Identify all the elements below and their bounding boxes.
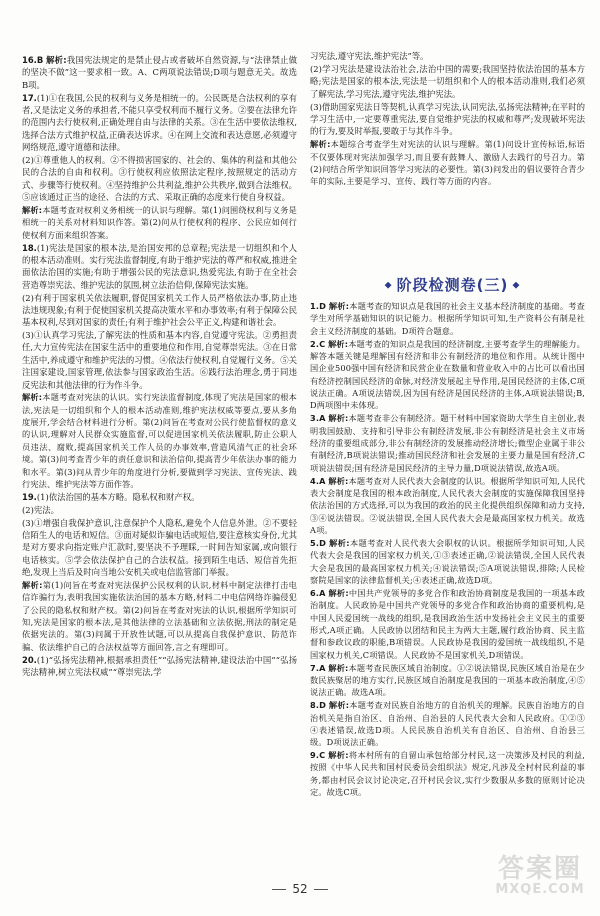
analysis-paragraph: 解析:本题考查对宪法的认识。实行宪法监督制度,体现了宪法是国家的根本法,宪法是一切组织和个人的根本活动准则,维护宪法权威等要点,要从多角度展开,学会结合材料进行分析。第(2)问旨在考查对公民行使监督权的意义的认识,理解对人民群众实施监督,可以促进国家机关依法履职,防止公职人员违法、腐败,提高国家机关工作人员的办事效率,营造风清气正的社会环境。第(3)问考查青少年的责任意识和法治信仰,提高青少年依法办事的能力和水平。第(3)问从青少年的角度进行分析,要做到学习宪法、宣传宪法、践行宪法、维护宪法等方面作答。 (22, 392, 297, 489)
answer-item: (3)①认真学习宪法,了解宪法的性质和基本内容,自觉遵守宪法。②勇担责任,大力宣传宪法在国家生活中的重要地位和作用,自觉尊崇宪法。③在日常生活中,养成遵守和维护宪法的习惯。④依法行使权利,自觉履行义务。⑤关注国家建设,国家管理,依法参与国家政治生活。⑥践行法治理念,勇于同违反宪法和其他法律的行为作斗争。 (22, 330, 297, 390)
analysis-paragraph: 解析:第(1)问旨在考查对宪法保护公民权利的认识,材料中制定法律打击电信诈骗行为,表明我国实施依法治国的基本方略,材料二中电信网络诈骗侵犯了公民的隐私权和财产权。第(2)问旨在考查对宪法的认识,根据所学知识可知,宪法是国家的根本法,是其他法律的立法基础和立法依据,刑法的制定是依据宪法的。第(3)问属于开放性试题,可以从提高自我保护意识、防范诈骗、依法维护自己的合法权益等方面回答,言之有理即可。 (22, 579, 297, 652)
answer-item: (2)①尊重他人的权利。②不得损害国家的、社会的、集体的利益和其他公民的合法的自由和权利。③行使权利应依照法定程序,按照规定的活动方式、步骤等行使权利。④坚持维护公共利益,维护公共秩序,做到合法维权。⑤应该通过正当的途径、合法的方式、采取正确的态度来行使自身权益。 (22, 154, 297, 202)
answer-item: 4.A 解析:本题考查对人民代表大会制度的认识。根据所学知识可知,人民代表大会制度是我国的根本政治制度,人民代表大会制度的实施保障我国坚持依法治国的方式选择,可以为我国的政治的民主化提供组织保障和动力支持,③④说法错误。②说法错误,全国人民代表大会是最高国家权力机关。故选A项。 (310, 475, 585, 535)
answer-item: 3.A 解析:本题考查非公有制经济。题干材料中国家资助大学生自主创业,表明我国鼓励、支持和引导非公有制经济发展,非公有制经济是社会主义市场经济的重要组成部分,非公有制经济的发展推动经济增长;微型企业属于非公有制经济,B项说法错误;推动国民经济和社会发展的主要力量是国有经济,C项说法错误;国有经济是国民经济的主导力量,D项说法错误,故选A项。 (310, 413, 585, 473)
left-column (22, 54, 297, 678)
analysis-paragraph: 解析:本题综合考查学生对宪法的认识与理解。第(1)问设计宣传标语,标语不仅要体现对宪法加强学习,而且要有鼓舞人、激励人去践行的号召力。第(2)问结合所学知识回答学习宪法的必要性。第(3)问发出的倡议要符合青少年的实际,主要是学习、宣传、践行等方面的内容。 (310, 139, 585, 187)
answer-item: 19.(1)依法治国的基本方略。隐私权和财产权。 (22, 491, 200, 502)
answer-item: (2)学习宪法是建设法治社会,法治中国的需要;我国坚持依法治国的基本方略;宪法是国家的根本法,宪法是一切组织和个人的根本活动准则,我们必须了解宪法,学习宪法,遵守宪法,维护宪法。 (310, 63, 585, 99)
answer-item: (2)有利于国家机关依法履职,督促国家机关工作人员严格依法办事,防止违法违规现象;有利于促使国家机关提高决策水平和办事效率;有利于保障公民基本权利,尽到对国家的责任;有利于维护社会公平正义,构建和谐社会。 (22, 292, 297, 328)
page-number: 52 (0, 882, 600, 896)
answer-item: 2.C 解析:本题考查的知识点是我国的经济制度,主要考查学生的理解能力。解答本题关键是理解国有经济和非公有制经济的地位和作用。从统计图中国企业500强中国有经济和民营企业在数量和营业收入中的占比可以看出国有经济控制国民经济的命脉,对经济发展起主导作用,是国民经济的主体,C项说法正确。A项说法错误,因为国有经济是国民经济的主体,A项说法错误;B,D两项图中未体现。 (310, 338, 585, 411)
answer-item: 9.C 解析:将本村所有的自留山承包给部分村民,这一决策涉及村民的利益,按照《中华人民共和国村民委员会组织法》规定,凡涉及全村村民利益的事务,都由村民会议讨论决定,召开村民会议,实行少数服从多数的原则讨论决定。故选C项。 (310, 750, 585, 798)
answer-item: 8.D 解析:本题考查对民族自治地方的自治机关的理解。民族自治地方的自治机关是指自治区、自治州、自治县的人民代表大会和人民政府。①②③④表述错误,故选D项。人民民族自治机关有自治区、自治州、自治县三级。D项说法正确。 (310, 700, 585, 748)
answer-item: 1.D 解析:本题考查的知识点是我国的社会主义基本经济制度的基础。考查学生对所学基础知识的识记能力。根据所学知识可知,生产资料公有制是社会主义经济制度的基础。D项符合题意。 (310, 301, 585, 336)
right-column (310, 50, 585, 188)
title-left-ornament: ◆ (384, 280, 397, 291)
answer-item: 习宪法,遵守宪法,维护宪法”等。 (310, 51, 429, 61)
page-number-dash-right (314, 889, 328, 890)
watermark-logo (488, 848, 592, 908)
answer-item: 17.(1)①在我国,公民的权利与义务是相统一的。公民既是合法权利的享有者,又是法定义务的承担者,不能只享受权利而不履行义务。②要在法律允许的范围内去行使权利,正确处理自由与法律的关系。③在生活中要依法维权,选择合法方式维护权益,正确表达诉求。④在网上交流和表达意愿,必须遵守网络规范,遵守道德和法律。 (22, 92, 297, 152)
watermark-main-text: 答案圈 (497, 854, 582, 884)
answer-item: 16.B 解析:我国宪法规定的是禁止侵占或者破坏自然资源,与“法律禁止做的坚决不做”这一要求相一致。A、C两项说法错误;D项与题意无关。故选B项。 (22, 55, 297, 90)
answer-item: 18.(1)宪法是国家的根本法,是治国安邦的总章程;宪法是一切组织和个人的根本活动准则。实行宪法监督制度,有助于维护宪法的尊严和权威,推进全面依法治国的实施;有助于增强公民的宪法意识,热爱宪法,有助于在全社会营造尊崇宪法、维护宪法的氛围,树立法治信仰,保障宪法实施。 (22, 242, 297, 290)
watermark-sub-text: MXQE.COM (495, 882, 585, 897)
answer-item: (2)宪法。 (22, 504, 59, 515)
answer-item: 5.D 解析:本题考查对人民代表大会职权的认识。根据所学知识可知,人民代表大会是我国的国家权力机关,①③表述正确,②说法错误,全国人民代表大会是我国的最高国家权力机关;④说法错误;⑤A项说法错误,排除;人民检察院是国家的法律监督机关;④表述正确,故选D项。 (310, 537, 585, 585)
title-right-ornament: ◆ (508, 280, 521, 291)
answer-item: (3)借助国家宪法日等契机,认真学习宪法,认同宪法,弘扬宪法精神;在平时的学习生活中,一定要尊重宪法,要自觉维护宪法的权威和尊严;发现破坏宪法的行为,要及时举报,要敢于与其作斗争。 (310, 101, 585, 137)
answer-item: (3)①增强自我保护意识,注意保护个人隐私,避免个人信息外泄。②不要轻信陌生人的电话和短信。③面对疑似诈骗电话或短信,要注意核实身份,尤其是对方要求向指定账户汇款时,要坚决不予理睬,一时间告知家属,或向银行电话核实。⑤学会依法保护自己的合法权益。接到陌生电话、短信首先拒绝,发现上当后及时向当地公安机关或电信监管部门举报。 (22, 517, 297, 578)
answer-item: 7.A 解析:本题考查民族区域自治制度。①②说法错误,民族区域自治是在少数民族聚居的地方实行,民族区域自治制度是我国的一项基本政治制度,④⑤说法正确。故选A项。 (310, 662, 585, 698)
page-number-dash-left (272, 889, 286, 890)
right-column-lower (310, 300, 585, 799)
section-title: ◆ 阶段检测卷(三) ◆ (384, 276, 521, 294)
answer-item: 20.(1)“弘扬宪法精神,根据承担责任”“弘扬宪法精神,建设法治中国”“弘扬宪法精神,树立宪法权威”“尊崇宪法,学 (22, 654, 297, 677)
answer-item: 6.A 解析:中国共产党领导的多党合作和政治协商制度是我国的一项基本政治制度。人民政协是中国共产党领导的多党合作和政治协商的重要机构,是中国人民爱国统一战线的组织,是我国政治生活中发扬社会主义民主的重要形式,A项正确。人民政协以团结和民主为两大主题,履行政治协商、民主监督和参政议政的职能,B项错误。人民政协是我国的爱国统一战线组织,不是国家权力机关,C项错误。人民政协不是国家机关,D项错误。 (310, 587, 585, 660)
analysis-paragraph: 解析:本题考查对权利义务相统一的认识与理解。第(1)问围绕权利与义务是相统一的关系对材料知识作答。第(2)问从行使权利的程序、公民应如何行使权利方面来组织答案。 (22, 204, 297, 240)
